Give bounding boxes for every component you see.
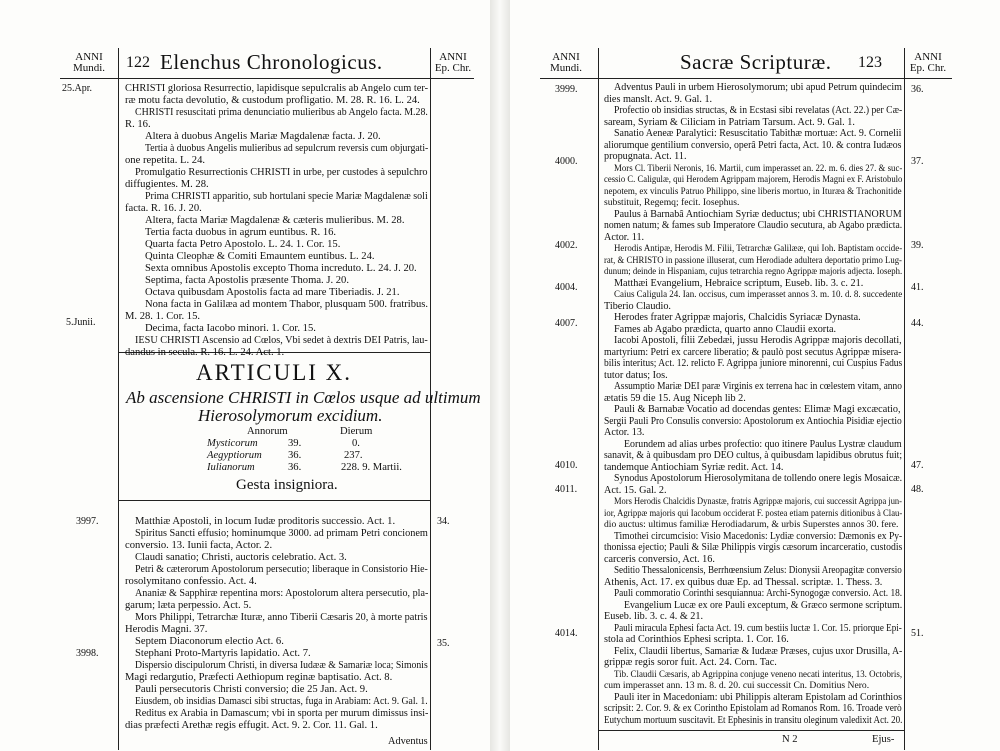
text-line: Petri & cæterorum Apostolorum persecutio; liberaque in Consistorio Hie-	[135, 564, 428, 575]
text-line: Mors Cl. Tiberii Neronis, 16. Martii, cum imperasset an. 22. m. 6. dies 27. & suc-	[614, 162, 903, 174]
anni-mundi-label	[60, 52, 118, 74]
text-line: cessio C. Caligulæ, qui Herodem Agrippam majorem, Herodis Magni ex F. Aristobulo	[604, 174, 903, 185]
text-line: Herodis Antipæ, Herodis M. Filii, Tetrarchæ Galilææ, qui Ioh. Baptistam occide-	[614, 243, 903, 254]
text-line: IESU CHRISTI Ascensio ad Cœlos, Vbi sedet à dextris DEI Patris, lau-	[135, 335, 428, 346]
text-line: Actor. 13.	[604, 427, 645, 438]
text-line: martyrium: Petri ex carcere liberatio; & paulò post secutus Agrippæ misera-	[604, 346, 902, 358]
right-running-title: Sacræ Scripturæ.	[680, 50, 832, 74]
text-line: Athenis, Act. 17. ex quibus duæ Ep. ad Thessal. scriptæ. 1. Thess. 3.	[604, 576, 883, 588]
text-line: Eiusdem, ob insidias Damasci sibi structas, fuga in Arabiam: Act. 9. Gal. 1.	[135, 696, 428, 707]
table-cell: 0.	[352, 438, 360, 449]
text-line: M. 28. 1. Cor. 15.	[125, 311, 201, 322]
text-line: Eutychum mortuum suscitavit. Et Ephesinis in transitu oleginum valedixit Act. 20.	[604, 714, 903, 726]
text-line: Prima CHRISTI apparitio, sub hortulani specie Mariæ Magdalenæ soli	[145, 191, 428, 202]
text-line: Iacobi Apostoli, filii Zebedæi, jussu Herodis Agrippæ majoris decollati,	[614, 335, 902, 346]
text-line: sanavit, & à quibusdam pro DEO cultus, à quibusdam lapidibus obrutus fuit;	[604, 450, 903, 461]
margin-year: 4011.	[555, 484, 578, 495]
mundi-label: Mundi.	[549, 62, 583, 74]
text-line: nomen natum; & fames sub Imperatore Claudio secutura, ab Agabo prædicta.	[604, 220, 903, 231]
text-line: stola ad Corinthios Ephesi scripta. 1. Cor. 16.	[604, 634, 789, 645]
margin-year-chr: 51.	[911, 628, 924, 639]
margin-year: 3999.	[555, 84, 578, 95]
text-line: dias præfecti Arethæ regis effugit. Act. 9. 2. Cor. 11. Gal. 1.	[125, 720, 378, 731]
margin-year: 4004.	[555, 282, 578, 293]
text-line: Reditus ex Arabia in Damascum; vbi in sporta per murum dimissus insi-	[135, 708, 429, 719]
margin-year-chr: 39.	[911, 240, 924, 251]
table-cell: 39.	[288, 438, 302, 449]
text-line: Mors Herodis Chalcidis Dynastæ, fratris Agrippæ majoris, cui successit Agrippa jun-	[614, 496, 902, 507]
anni-label: ANNI	[439, 51, 467, 63]
margin-year: 3998.	[76, 648, 99, 659]
text-line: Sanatio Aeneæ Paralytici: Resuscitatio Tabithæ mortuæ: Act. 9. Cornelii	[614, 128, 902, 139]
text-line: propugnata. Act. 11.	[604, 151, 687, 162]
table-cell: 36.	[288, 462, 302, 473]
text-line: Dispersio discipulorum Christi, in diversa Iudææ & Samariæ loca; Simonis	[135, 660, 428, 671]
text-line: thonissa ejectio; Pauli & Silæ Philippis virgis cæsorum incarceratio, custodis	[604, 542, 903, 553]
text-line: Pauli iter in Macedoniam: ubi Philippis alteram Epistolam ad Corinthios	[614, 691, 903, 703]
text-line: Altera, facta Mariæ Magdalenæ & cæteris mulieribus. M. 28.	[145, 215, 405, 226]
right-page-header	[540, 48, 952, 79]
margin-year: 4000.	[555, 156, 578, 167]
text-line: ior, Agrippæ majoris qui Iacobum occiderat F. postea etiam paternis ditionibus à Clau-	[604, 507, 903, 519]
text-line: nepotem, ex vinculis Patruo Philippo, sine liberis mortuo, in Ituræa & Trachonitide	[604, 185, 902, 197]
text-line: carceris conversio, Act. 16.	[604, 553, 715, 565]
text-line: one repetita. L. 24.	[125, 155, 206, 166]
text-line: Felix, Claudii libertus, Samariæ & Iudææ Præses, cujus uxor Drusilla, A-	[614, 645, 903, 657]
text-line: aliorumque gentilium conversio, operâ Petri facta, Act. 10. & contra Iudæos	[604, 139, 902, 151]
text-line: saream, Syriam & Ciliciam in Patriam Tarsum. Act. 9. Gal. 1.	[604, 116, 855, 128]
text-line: Synodus Apostolorum Hierosolymitana de tollendo onere legis Mosaicæ.	[614, 473, 903, 484]
anni-label: ANNI	[75, 51, 103, 63]
book-gutter	[490, 0, 510, 751]
table-cell: 36.	[288, 450, 302, 461]
anni-mundi-label	[540, 52, 592, 74]
text-line: ræ motu facta devolutio, & custodum profligatio. M. 28. R. 16. L. 24.	[125, 95, 420, 106]
text-line: Magi redargutio, Præfecti Aethiopum reginæ baptisatio. Act. 8.	[125, 672, 393, 683]
text-line: Stephani Proto-Martyris lapidatio. Act. 7.	[135, 648, 311, 659]
text-line: Matthiæ Apostoli, in locum Iudæ proditoris successio. Act. 1.	[135, 516, 396, 527]
text-line: Tib. Claudii Cæsaris, ab Agrippina conjuge veneno necati interitus, 13. Octobris,	[614, 668, 903, 680]
anni-label: ANNI	[914, 51, 942, 63]
text-line: Assumptio Mariæ DEI paræ Virginis ex terrena hac in cœlestem vitam, anno	[614, 381, 902, 392]
text-line: Pauli & Barnabæ Vocatio ad docendas gentes: Elimæ Magi excæcatio,	[614, 404, 901, 415]
text-line: ætatis 59 die 15. Aug Niceph lib 2.	[604, 392, 746, 404]
text-line: Herodes frater Agrippæ majoris, Chalcidis Syriacæ Dynasta.	[614, 312, 861, 323]
text-line: Timothei circumcisio: Visio Macedonis: Lydiæ conversio: Dæmonis ex Py-	[614, 530, 903, 542]
text-line: Claudi sanatio; Christi, auctoris celebratio. Act. 3.	[135, 552, 347, 563]
table-cell: Mysticorum	[207, 438, 258, 449]
text-line: conversio. 13. Iunii facta, Actor. 2.	[125, 540, 273, 551]
text-line: scripsit: 2. Cor. 9. & ex Corintho Epistolam ad Romanos Rom. 16. Troade verò	[604, 703, 902, 714]
text-line: Seditio Thessalonicensis, Berrhœensium Zelus: Dionysii Areopagitæ conversio	[614, 565, 902, 576]
text-line: Altera à duobus Angelis Mariæ Magdalenæ facta. J. 20.	[145, 131, 381, 142]
text-line: Decima, facta Iacobo minori. 1. Cor. 15.	[145, 323, 316, 334]
text-line: Caius Caligula 24. Ian. occisus, cum imperasset annos 3. m. 10. d. 8. succedente	[614, 289, 903, 300]
text-line: Mors Philippi, Tetrarchæ Ituræ, anno Tiberii Cæsaris 20, à morte patris	[135, 612, 428, 623]
text-line: facta. R. 16. J. 20.	[125, 203, 202, 214]
text-line: Tiberio Claudio.	[604, 300, 671, 312]
margin-year-chr: 47.	[911, 460, 924, 471]
margin-year-chr: 34.	[437, 516, 450, 527]
bottom-rule	[598, 730, 904, 731]
margin-year: 4007.	[555, 318, 578, 329]
text-line: Ananiæ & Sapphiræ repentina mors: Apostolorum altera persecutio, pla-	[135, 588, 429, 599]
anni-label: ANNI	[552, 51, 580, 63]
mundi-label: Mundi.	[72, 62, 106, 74]
left-margin-rule	[118, 48, 119, 750]
text-line: Pauli persecutoris Christi conversio; die 25 Jan. Act. 9.	[135, 684, 368, 695]
anni-chr-label	[430, 52, 476, 74]
table-cell: Iulianorum	[207, 462, 255, 473]
text-line: Matthæi Evangelium, Hebraice scriptum, Euseb. lib. 3. c. 21.	[614, 277, 864, 289]
text-line: cum imperasset ann. 13 m. 8. d. 20. cui successit Cn. Domitius Nero.	[604, 680, 870, 691]
text-line: Sergii Pauli Pro Consulis conversio: Apostolorum ex Antiochia Pisidiæ ejectio	[604, 415, 902, 427]
text-line: bilis interitus; Act. 12. relicto F. Agrippa juniore minorenni, cui Cuspius Fadus	[604, 358, 903, 369]
margin-year-chr: 48.	[911, 484, 924, 495]
right-page-number: 123	[858, 54, 882, 71]
text-line: Paulus à Barnabâ Antiochiam Syriæ deductus; ubi CHRISTIANORUM	[614, 208, 902, 220]
text-line: Pauli commoratio Corinthi sesquiannua: Archi-Synogogæ conversio. Act. 18.	[614, 588, 903, 599]
text-line: Act. 15. Gal. 2.	[604, 484, 667, 496]
left-margin-rule	[598, 48, 599, 750]
text-line: Quinta Cleophæ & Comiti Emauntem euntibus. L. 24.	[145, 251, 375, 262]
text-line: Fames ab Agabo prædicta, quarto anno Claudii exorta.	[614, 323, 837, 335]
text-line: tandemque Antiochiam Syriæ redit. Act. 14.	[604, 461, 784, 473]
text-line: Pauli miracula Ephesi facta Act. 19. cum bestiis luctæ 1. Cor. 15. priorque Epi-	[614, 622, 902, 634]
catchword: Adventus	[388, 736, 428, 747]
gesta-heading: Gesta insigniora.	[236, 477, 338, 493]
text-line: Septima, facta Apostolis præsente Thoma. J. 20.	[145, 275, 350, 286]
text-line: substituit, Regemq; fecit. Iosephus.	[604, 197, 740, 208]
table-cell: Aegyptiorum	[207, 450, 262, 461]
margin-year: 4002.	[555, 240, 578, 251]
margin-year: 3997.	[76, 516, 99, 527]
section-rule	[118, 500, 430, 501]
margin-year-chr: 37.	[911, 156, 924, 167]
table-header: Annorum	[247, 426, 288, 437]
article-subtitle: Hierosolymorum excidium.	[198, 406, 383, 425]
table-cell: 237.	[344, 450, 363, 461]
text-line: dandus in secula. R. 16. L. 24. Act. 1.	[125, 347, 285, 358]
margin-year-chr: 41.	[911, 282, 924, 293]
text-line: Tertia facta duobus in agrum euntibus. R. 16.	[145, 227, 337, 238]
text-line: Tertia à duobus Angelis mulieribus ad sepulcrum reversis cum objurgati-	[145, 143, 429, 154]
text-line: Adventus Pauli in urbem Hierosolymorum; ubi apud Petrum quindecim	[614, 82, 902, 93]
text-line: Septem Diaconorum electio Act. 6.	[135, 636, 284, 647]
ep-chr-label: Ep. Chr.	[434, 62, 472, 74]
text-line: Eorundem ad alias urbes profectio: quo itinere Paulus Lystræ claudum	[624, 438, 902, 450]
table-header: Dierum	[340, 426, 373, 437]
text-line: diffugientes. M. 28.	[125, 179, 209, 190]
margin-year-chr: 35.	[437, 638, 450, 649]
text-line: rosolymitano confessio. Act. 4.	[125, 576, 257, 587]
margin-date: 25.Apr.	[62, 83, 92, 94]
text-line: tutor datus; Ios.	[604, 369, 668, 381]
margin-date: 5.Junii.	[66, 317, 96, 328]
catchword: Ejus-	[872, 734, 895, 745]
text-line: Quarta facta Petro Apostolo. L. 24. 1. Cor. 15.	[145, 239, 341, 250]
margin-year-chr: 44.	[911, 318, 924, 329]
text-line: Nona facta in Galilæa ad montem Thabor, plusquam 500. fratribus.	[145, 299, 429, 310]
text-line: CHRISTI gloriosa Resurrectio, lapidisque sepulcralis ab Angelo cum ter-	[125, 83, 429, 94]
margin-year-chr: 36.	[911, 84, 924, 95]
article-heading: ARTICULI X.	[196, 360, 353, 385]
left-page-header	[60, 48, 474, 79]
table-cell: 228. 9. Martii.	[341, 462, 402, 473]
text-line: Profectio ob insidias structas, & in Ecstasi sibi revelatas (Act. 22.) per Cæ-	[614, 105, 903, 116]
ep-chr-label: Ep. Chr.	[909, 62, 947, 74]
text-line: grippæ regis soror fuit. Act. 24. Corn. Tac.	[604, 657, 777, 668]
text-line: Herodis Magni. 37.	[125, 624, 208, 635]
margin-year: 4014.	[555, 628, 578, 639]
text-line: Euseb. lib. 3. c. 4. & 21.	[604, 611, 704, 622]
text-line: Spiritus Sancti effusio; hominumque 3000. ad primam Petri concionem	[135, 528, 428, 539]
text-line: rat, & CHRISTO in passione illuserat, cum Herodiade adultera deportatio primo Lug-	[604, 254, 902, 266]
text-line: garum; læta perpessio. Act. 5.	[125, 600, 252, 611]
text-line: R. 16.	[125, 119, 151, 130]
text-line: Evangelium Lucæ ex ore Pauli exceptum, & Græco sermone scriptum.	[624, 599, 903, 611]
left-page-number: 122	[126, 54, 150, 71]
text-line: dies manslt. Act. 9. Gal. 1.	[604, 93, 713, 105]
text-line: Promulgatio Resurrectionis CHRISTI in urbe, per custodes à sepulchro	[135, 167, 428, 178]
margin-year: 4010.	[555, 460, 578, 471]
text-line: dunum; deinde in Hispaniam, cujus tetrarchia regno Agrippæ majoris adjecta. Ioseph.	[604, 266, 903, 277]
left-running-title: Elenchus Chronologicus.	[160, 50, 383, 74]
article-subtitle: Ab ascensione CHRISTI in Cœlos usque ad ultimum	[126, 388, 481, 407]
text-line: Sexta omnibus Apostolis excepto Thoma increduto. L. 24. J. 20.	[145, 263, 417, 274]
text-line: Actor. 11.	[604, 231, 645, 243]
text-line: Octava quibusdam Apostolis facta ad mare Tiberiadis. J. 21.	[145, 287, 400, 298]
signature-mark: N 2	[782, 734, 798, 745]
anni-chr-label	[904, 52, 952, 74]
right-margin-rule	[904, 48, 905, 750]
text-line: CHRISTI resuscitati prima denunciatio mulieribus ab Angelo facta. M.28.	[135, 107, 428, 118]
text-line: dio auctus: ultimus familiæ Herodiadarum, & urbis Superstes annos 30. fere.	[604, 519, 899, 530]
